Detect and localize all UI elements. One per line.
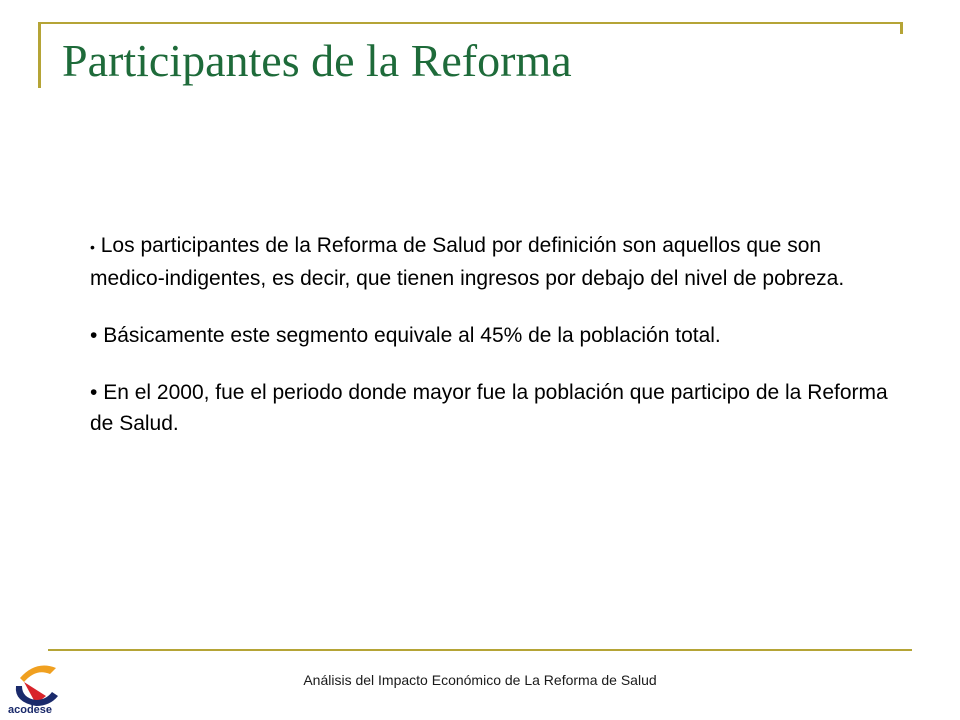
bullet-text: En el 2000, fue el periodo donde mayor fue la población que participo de la Reforma de Salud. [90,381,888,435]
footer-rule [48,649,912,651]
top-rule-tick [900,22,903,34]
bullet-text: Los participantes de la Reforma de Salud por definición son aquellos que son medico-indigentes, es decir, que tienen ingresos por debajo del nivel de pobreza. [90,234,845,290]
footer-text: Análisis del Impacto Económico de La Reforma de Salud [303,672,657,688]
bullet-marker: • [90,381,98,404]
bullet-item [90,320,890,351]
bullet-item [90,230,890,294]
bullet-marker: • [90,324,98,347]
bullet-text: Básicamente este segmento equivale al 45% de la población total. [103,324,721,347]
bullet-list [90,230,890,465]
title-accent-line [38,22,41,88]
slide-title: Participantes de la Reforma [62,35,572,86]
bullet-marker: • [90,239,95,255]
bullet-item [90,377,890,439]
top-rule [38,22,903,24]
logo-wordmark: acodese [8,704,53,716]
